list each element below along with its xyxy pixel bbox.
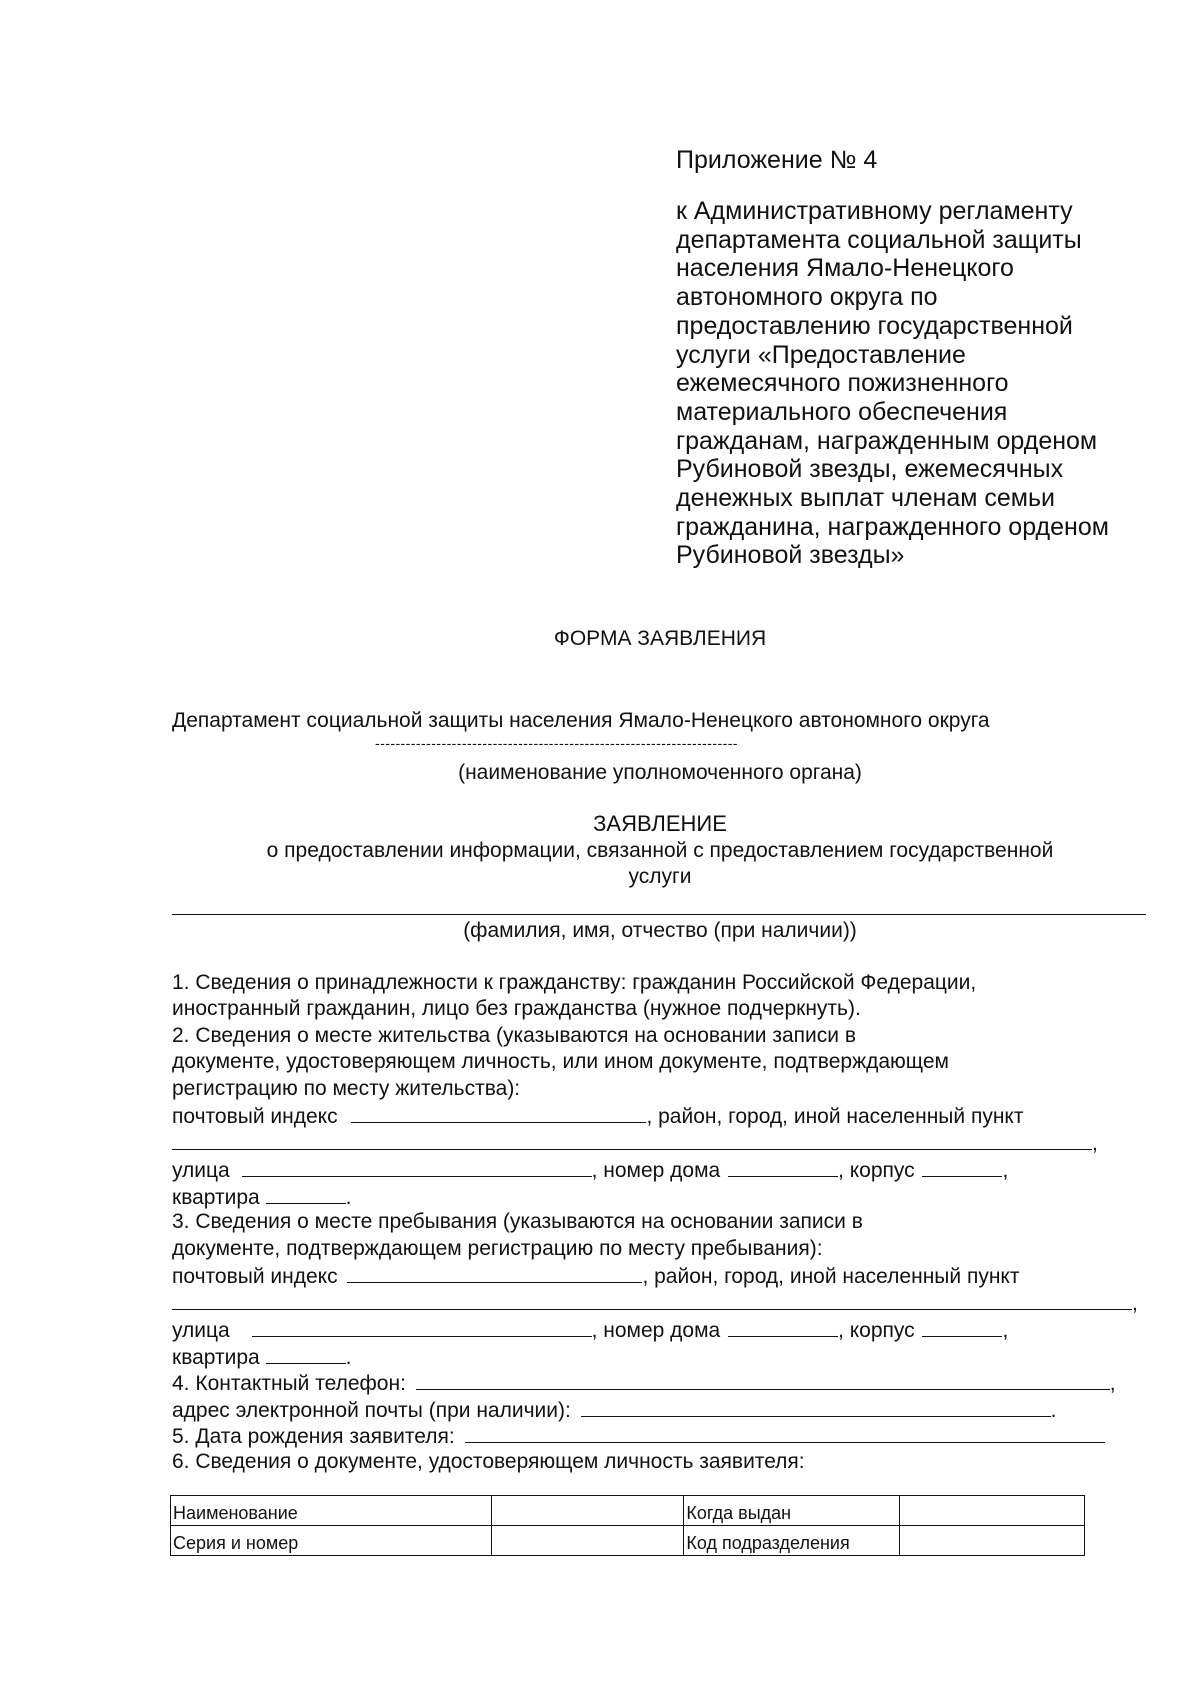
residence-line3: регистрацию по месту жительства): <box>172 1077 521 1100</box>
appendix-line: услуги «Предоставление <box>676 340 966 369</box>
korpus-label: , корпус <box>838 1159 915 1182</box>
phone-field[interactable] <box>416 1369 1110 1390</box>
appendix-line: предоставлению государственной <box>676 311 1073 340</box>
apartment-field[interactable] <box>266 1183 346 1204</box>
table-cell-field[interactable] <box>491 1526 684 1556</box>
appendix-line: гражданам, награжденным орденом <box>676 426 1098 455</box>
street-field-2[interactable] <box>252 1316 592 1337</box>
birth-date-field[interactable] <box>465 1422 1105 1443</box>
form-title: ФОРМА ЗАЯВЛЕНИЯ <box>553 627 767 650</box>
stay-line1: 3. Сведения о месте пребывания (указываются на основании записи в <box>172 1210 863 1233</box>
table-row <box>171 1496 1085 1526</box>
settlement-comma-2: , <box>1132 1292 1138 1315</box>
street-label: улица <box>172 1159 230 1182</box>
citizenship-line2: иностранный гражданин, лицо без гражданства (нужное подчеркнуть). <box>172 997 861 1020</box>
statement-subtitle-line1: о предоставлении информации, связанной с предоставлением государственной <box>266 839 1054 862</box>
email-label: адрес электронной почты (при наличии): <box>172 1399 571 1422</box>
house-label: , номер дома <box>591 1159 721 1182</box>
settlement-field-2[interactable] <box>172 1289 1132 1310</box>
email-row <box>172 1396 1057 1423</box>
district-label-2: , район, город, иной населенный пункт <box>642 1265 1020 1288</box>
apartment-period-2: . <box>345 1346 352 1369</box>
apartment-row-2 <box>172 1343 351 1370</box>
korpus-comma-2: , <box>1002 1319 1009 1342</box>
fio-field[interactable] <box>172 914 1146 915</box>
house-label-2: , номер дома <box>591 1319 721 1342</box>
phone-row <box>172 1369 1116 1396</box>
appendix-line: населения Ямало-Ненецкого <box>676 254 1014 283</box>
stay-line2: документе, подтверждающем регистрацию по месту пребывания): <box>172 1237 823 1260</box>
citizenship-line1: 1. Сведения о принадлежности к гражданству: гражданин Российской Федерации, <box>172 971 977 994</box>
authority-name: Департамент социальной защиты населения Ямало-Ненецкого автономного округа <box>172 709 990 732</box>
appendix-line: Рубиновой звезды, ежемесячных <box>676 455 1064 484</box>
appendix-line: департамента социальной защиты <box>676 225 1082 254</box>
apartment-row <box>172 1183 351 1210</box>
birth-date-row <box>172 1422 1105 1449</box>
postal-index-field[interactable] <box>351 1102 646 1123</box>
id-document-table <box>170 1495 1085 1556</box>
appendix-line: ежемесячного пожизненного <box>676 369 1009 398</box>
postal-index-row <box>172 1102 1023 1129</box>
postal-index-field-2[interactable] <box>347 1262 642 1283</box>
fio-caption: (фамилия, имя, отчество (при наличии)) <box>463 919 857 942</box>
apartment-field-2[interactable] <box>266 1343 346 1364</box>
settlement-row-2 <box>172 1289 1138 1316</box>
residence-line1: 2. Сведения о месте жительства (указываются на основании записи в <box>172 1024 857 1047</box>
table-row <box>171 1526 1085 1556</box>
house-field[interactable] <box>728 1156 838 1177</box>
residence-line2: документе, удостоверяющем личность, или ином документе, подтверждающем <box>172 1050 949 1073</box>
settlement-row <box>172 1129 1098 1156</box>
postal-index-label-2: почтовый индекс <box>172 1265 338 1288</box>
appendix-title: Приложение № 4 <box>676 146 878 174</box>
appendix-line: к Административному регламенту <box>676 197 1073 225</box>
authority-dashes: ----------------------------------------------------------------------- <box>375 735 738 751</box>
id-doc-label: 6. Сведения о документе, удостоверяющем личность заявителя: <box>172 1450 805 1473</box>
appendix-line: материального обеспечения <box>676 397 1008 426</box>
statement-title: ЗАЯВЛЕНИЕ <box>593 811 727 836</box>
table-cell-label: Когда выдан <box>684 1496 900 1526</box>
appendix-line: денежных выплат членам семьи <box>676 484 1055 512</box>
phone-label: 4. Контактный телефон: <box>172 1372 406 1395</box>
table-cell-field[interactable] <box>491 1496 684 1526</box>
district-label: , район, город, иной населенный пункт <box>646 1105 1024 1128</box>
email-field[interactable] <box>581 1396 1051 1417</box>
table-cell-label: Код подразделения <box>684 1526 900 1556</box>
birth-date-label: 5. Дата рождения заявителя: <box>172 1425 455 1448</box>
house-field-2[interactable] <box>728 1316 838 1337</box>
postal-index-label: почтовый индекс <box>172 1105 338 1128</box>
address-row <box>172 1156 1008 1183</box>
appendix-line: Рубиновой звезды» <box>676 541 905 570</box>
address-row-2 <box>172 1316 1008 1343</box>
phone-comma: , <box>1109 1372 1116 1395</box>
settlement-comma: , <box>1092 1132 1098 1155</box>
authority-caption: (наименование уполномоченного органа) <box>458 761 862 784</box>
postal-index-row-2 <box>172 1262 1019 1289</box>
apartment-period: . <box>345 1186 352 1209</box>
table-cell-field[interactable] <box>900 1526 1085 1556</box>
table-cell-label: Серия и номер <box>171 1526 492 1556</box>
statement-subtitle-line2: услуги <box>628 865 692 888</box>
apartment-label: квартира <box>172 1186 260 1209</box>
korpus-field[interactable] <box>922 1156 1002 1177</box>
table-cell-label: Наименование <box>171 1496 492 1526</box>
street-field[interactable] <box>242 1156 592 1177</box>
table-cell-field[interactable] <box>900 1496 1085 1526</box>
settlement-field[interactable] <box>172 1129 1092 1150</box>
apartment-label-2: квартира <box>172 1346 260 1369</box>
appendix-line: гражданина, награжденного орденом <box>676 512 1109 541</box>
korpus-label-2: , корпус <box>838 1319 915 1342</box>
street-label-2: улица <box>172 1319 230 1342</box>
appendix-line: автономного округа по <box>676 283 938 312</box>
korpus-comma: , <box>1002 1159 1009 1182</box>
email-period: . <box>1050 1399 1057 1422</box>
korpus-field-2[interactable] <box>922 1316 1002 1337</box>
